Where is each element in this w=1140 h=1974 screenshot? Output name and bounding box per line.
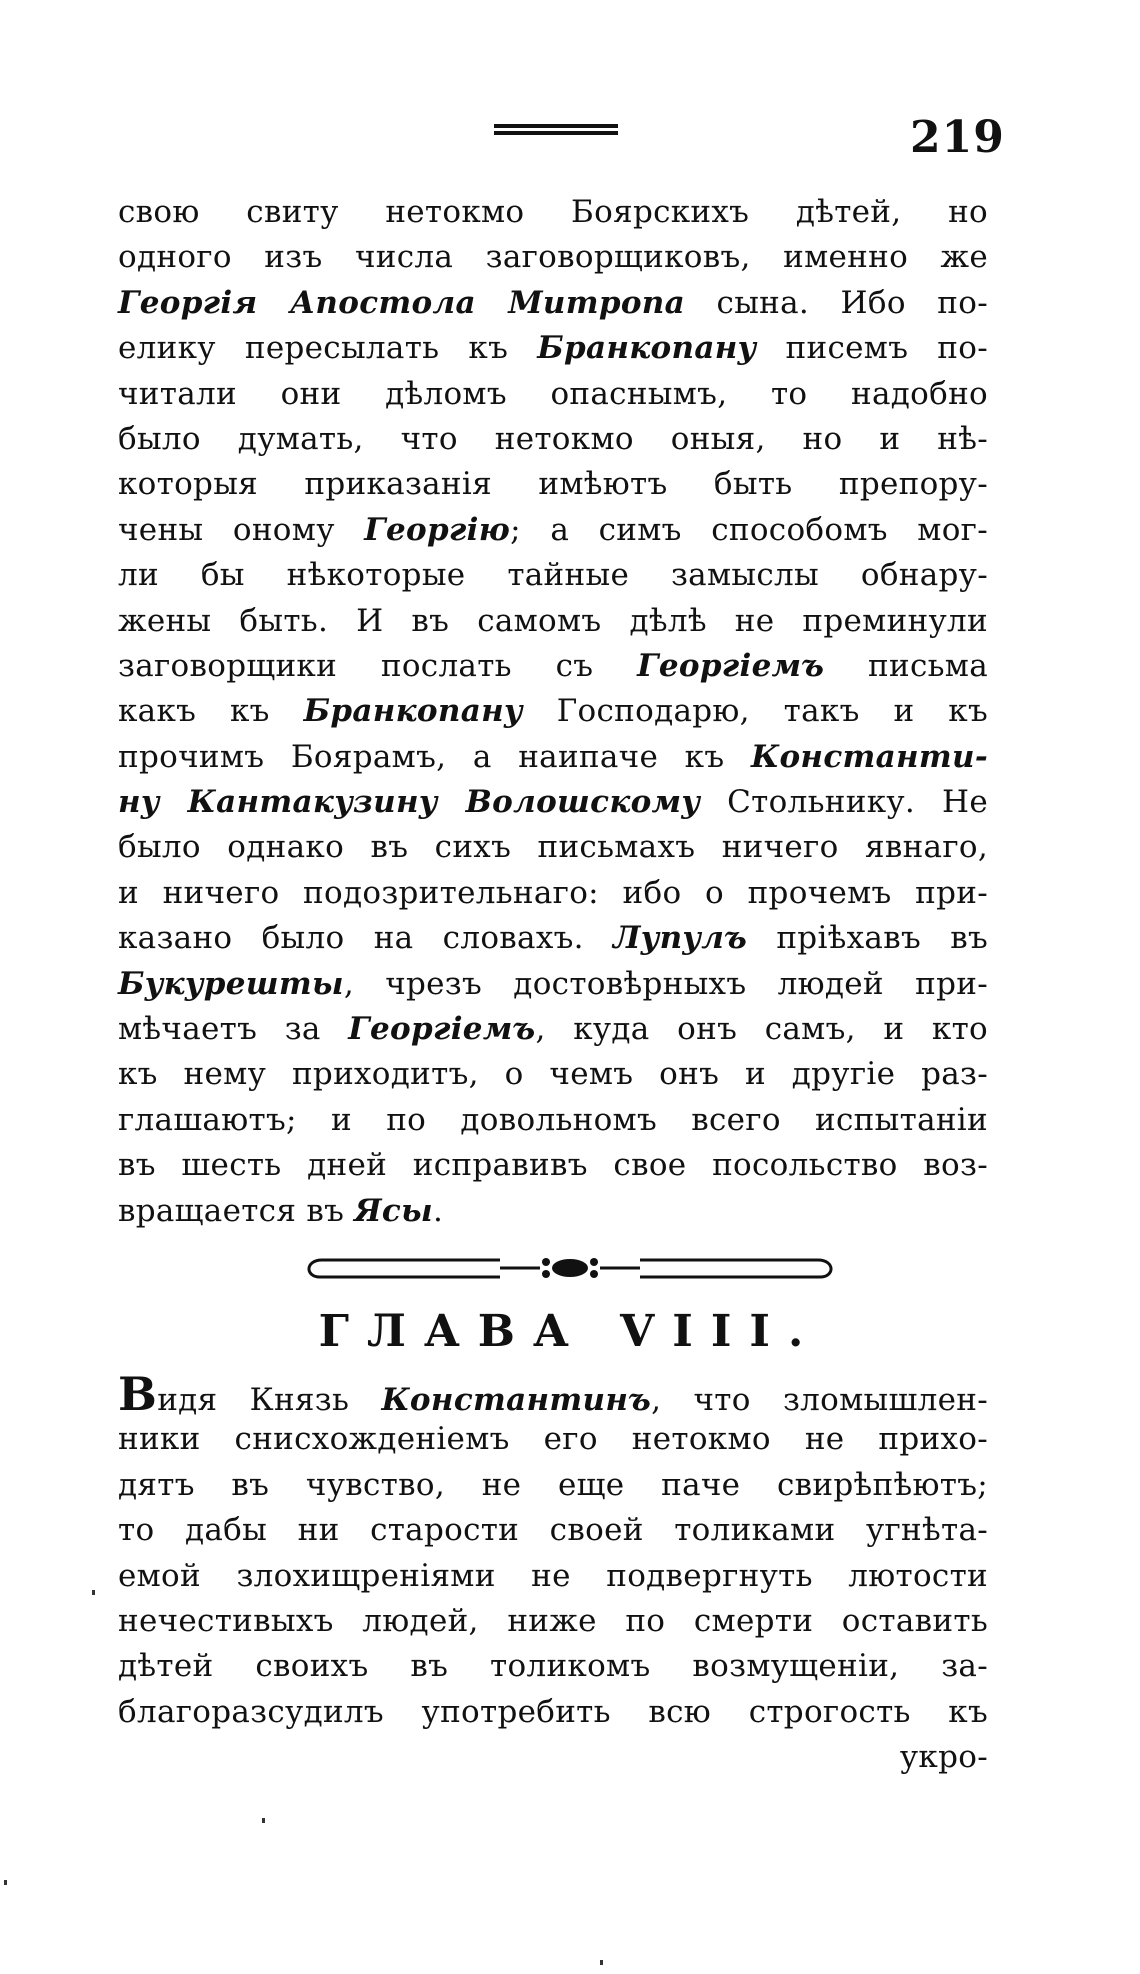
ornamental-divider	[300, 1242, 840, 1292]
text-line: какъ къ Бранкопану Господарю, такъ и къ	[118, 693, 988, 730]
text-line: Георгія Апостола Митропа сына. Ибо по-	[118, 284, 988, 321]
text-line: дѣтей своихъ въ толикомъ возмущеніи, за-	[118, 1648, 988, 1685]
chapter-text	[118, 1367, 989, 1781]
text-line: свою свиту нетокмо Боярскихъ дѣтей, но	[118, 194, 988, 230]
text-line: было однако въ сихъ письмахъ ничего явнаго,	[118, 829, 988, 866]
text-line: было думать, что нетокмо оныя, но и нѣ-	[118, 420, 988, 457]
text-line: мѣчаетъ за Георгіемъ, куда онъ самъ, и кто	[118, 1011, 988, 1048]
text-line: которыя приказанія имѣютъ быть препору-	[118, 466, 988, 503]
text-line: къ нему приходитъ, о чемъ онъ и другіе раз-	[118, 1056, 988, 1093]
text-line: ли бы нѣкоторые тайные замыслы обнару-	[118, 557, 988, 594]
text-line: нечестивыхъ людей, ниже по смерти оставить	[118, 1602, 988, 1639]
text-line: прочимъ Боярамъ, а наипаче къ Константи-	[118, 738, 988, 775]
text-line: ники снисхожденіемъ его нетокмо не прихо-	[118, 1421, 988, 1458]
text-line: чены оному Георгію; а симъ способомъ мог-	[118, 511, 988, 548]
ink-speck	[600, 1960, 603, 1965]
ink-speck	[4, 1880, 7, 1885]
text-line: елику пересылать къ Бранкопану писемъ по-	[118, 330, 988, 367]
text-line: жены быть. И въ самомъ дѣлѣ не преминули	[118, 602, 988, 639]
text-line: читали они дѣломъ опаснымъ, то надобно	[118, 375, 988, 412]
catchword: укро-	[899, 1739, 988, 1776]
text-line: Видя Князь Константинъ, что зломышлен-	[118, 1367, 989, 1421]
text-line: заговорщики послать съ Георгіемъ письма	[118, 647, 988, 684]
text-line: Букурешты, чрезъ достовѣрныхъ людей при-	[118, 965, 988, 1002]
drop-cap: В	[118, 1367, 158, 1421]
header-double-rule	[494, 124, 618, 142]
text-line: казано было на словахъ. Лупулъ пріѣхавъ въ	[118, 920, 988, 957]
text-line: благоразсудилъ употребить всю строгость къ	[118, 1693, 988, 1730]
text-line: и ничего подозрительнаго: ибо о прочемъ при-	[118, 874, 988, 911]
ink-speck	[92, 1590, 95, 1595]
text-line: вращается въ Ясы.	[118, 1192, 444, 1229]
text-line: одного изъ числа заговорщиковъ, именно же	[118, 239, 988, 276]
page-number: 219	[910, 112, 1005, 163]
chapter-heading: ГЛАВА VIII.	[318, 1306, 822, 1357]
text-line: глашаютъ; и по довольномъ всего испытаніи	[118, 1101, 988, 1138]
ink-speck	[262, 1818, 265, 1823]
text-line: емой злохищреніями не подвергнуть лютости	[118, 1557, 988, 1594]
text-line: въ шесть дней исправивъ свое посольство воз-	[118, 1147, 988, 1184]
text-line: то дабы ни старости своей толиками угнѣта-	[118, 1512, 988, 1549]
text-line: ну Кантакузину Волошскому Стольнику. Не	[118, 784, 989, 821]
body-text	[118, 190, 988, 1234]
text-line: дятъ въ чувство, не еще паче свирѣпѣютъ;	[118, 1466, 988, 1503]
